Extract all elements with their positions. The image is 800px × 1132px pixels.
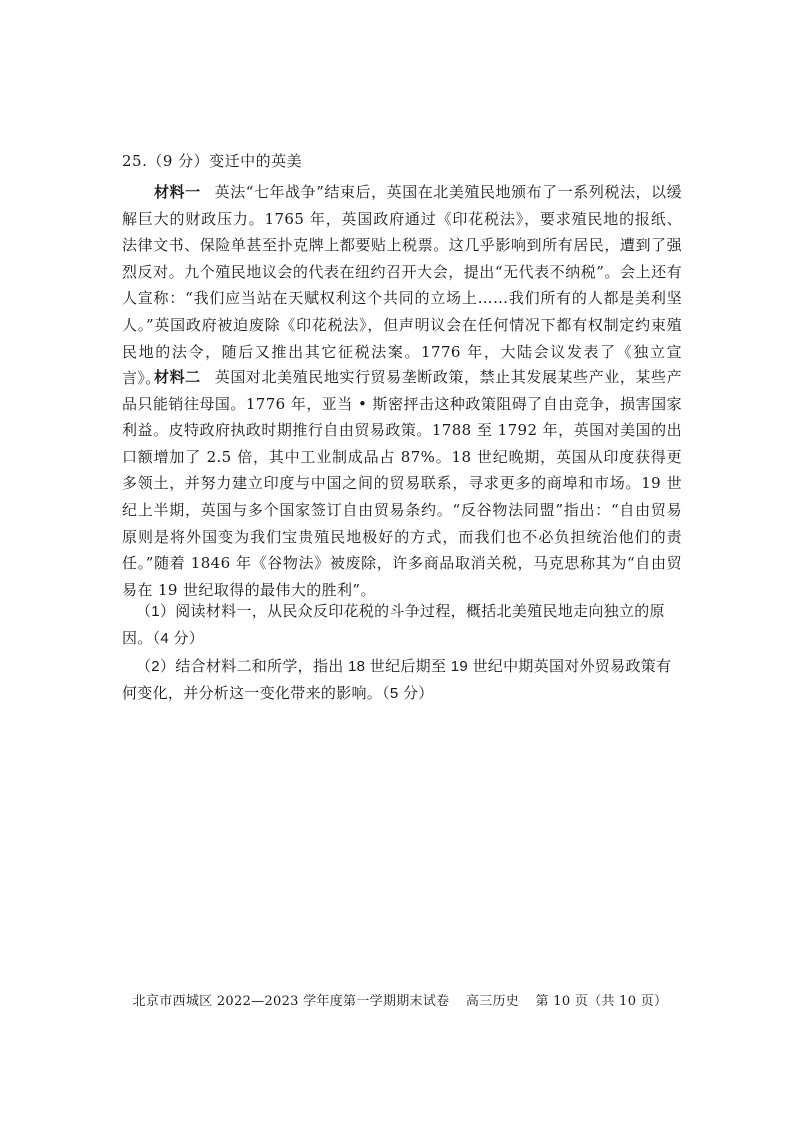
- sub-question-2: （2）结合材料二和所学，指出 18 世纪后期至 19 世纪中期英国对外贸易政策有何变化，并分析这一变化带来的影响。（5 分）: [122, 658, 672, 702]
- material-one: [122, 179, 682, 392]
- question-heading: 25.（9 分）变迁中的英美: [122, 152, 303, 170]
- material-one-text: 英法“七年战争”结束后，英国在北美殖民地颁布了一系列税法，以缓解巨大的财政压力。1765 年，英国政府通过《印花税法》，要求殖民地的报纸、法律文书、保险单甚至扑克牌上都要贴上税票。这几乎影响到所有居民，遭到了强烈反对。九个殖民地议会的代表在纽约召开大会，提出“无代表不纳税”。会上还有人宣称：“我们应当站在天赋权利这个共同的立场上……我们所有的人都是美利坚人。”英国政府被迫废除《印花税法》，但声明议会在任何情况下都有权制定约束殖民地的法令，随后又推出其它征税法案。1776 年，大陆会议发表了《独立宣言》。: [122, 183, 682, 388]
- material-one-label: 材料一: [154, 183, 201, 201]
- footer-exam-title: 北京市西城区 2022—2023 学年度第一学期期末试卷: [132, 994, 450, 1009]
- material-two: [122, 364, 682, 603]
- sub-question-1: （1）阅读材料一，从民众反印花税的斗争过程，概括北美殖民地走向独立的原因。（4 分）: [122, 603, 665, 647]
- material-two-label: 材料二: [154, 368, 201, 386]
- page-footer: [0, 990, 800, 1009]
- footer-subject: 高三历史: [465, 994, 520, 1009]
- material-two-text: 英国对北美殖民地实行贸易垄断政策，禁止其发展某些产业，某些产品只能销往母国。1776 年，亚当 • 斯密抨击这种政策阻碍了自由竞争，损害国家利益。皮特政府执政时期推行自由贸易政策。1788 至 1792 年，英国对美国的出口额增加了 2.5 倍，其中工业制成品占 87%。18 世纪晚期，英国从印度获得更多领土，并努力建立印度与中国之间的贸易联系，寻求更多的商埠和市场。19 世纪上半期，英国与多个国家签订自由贸易条约。“反谷物法同盟”指出：“自由贸易原则是将外国变为我们宝贵殖民地极好的方式，而我们也不必负担统治他们的责任。”随着 1846 年《谷物法》被废除，许多商品取消关税，马克思称其为“自由贸易在 19 世纪取得的最伟大的胜利”。: [122, 368, 682, 599]
- footer-page-number: 第 10 页（共 10 页）: [535, 994, 668, 1009]
